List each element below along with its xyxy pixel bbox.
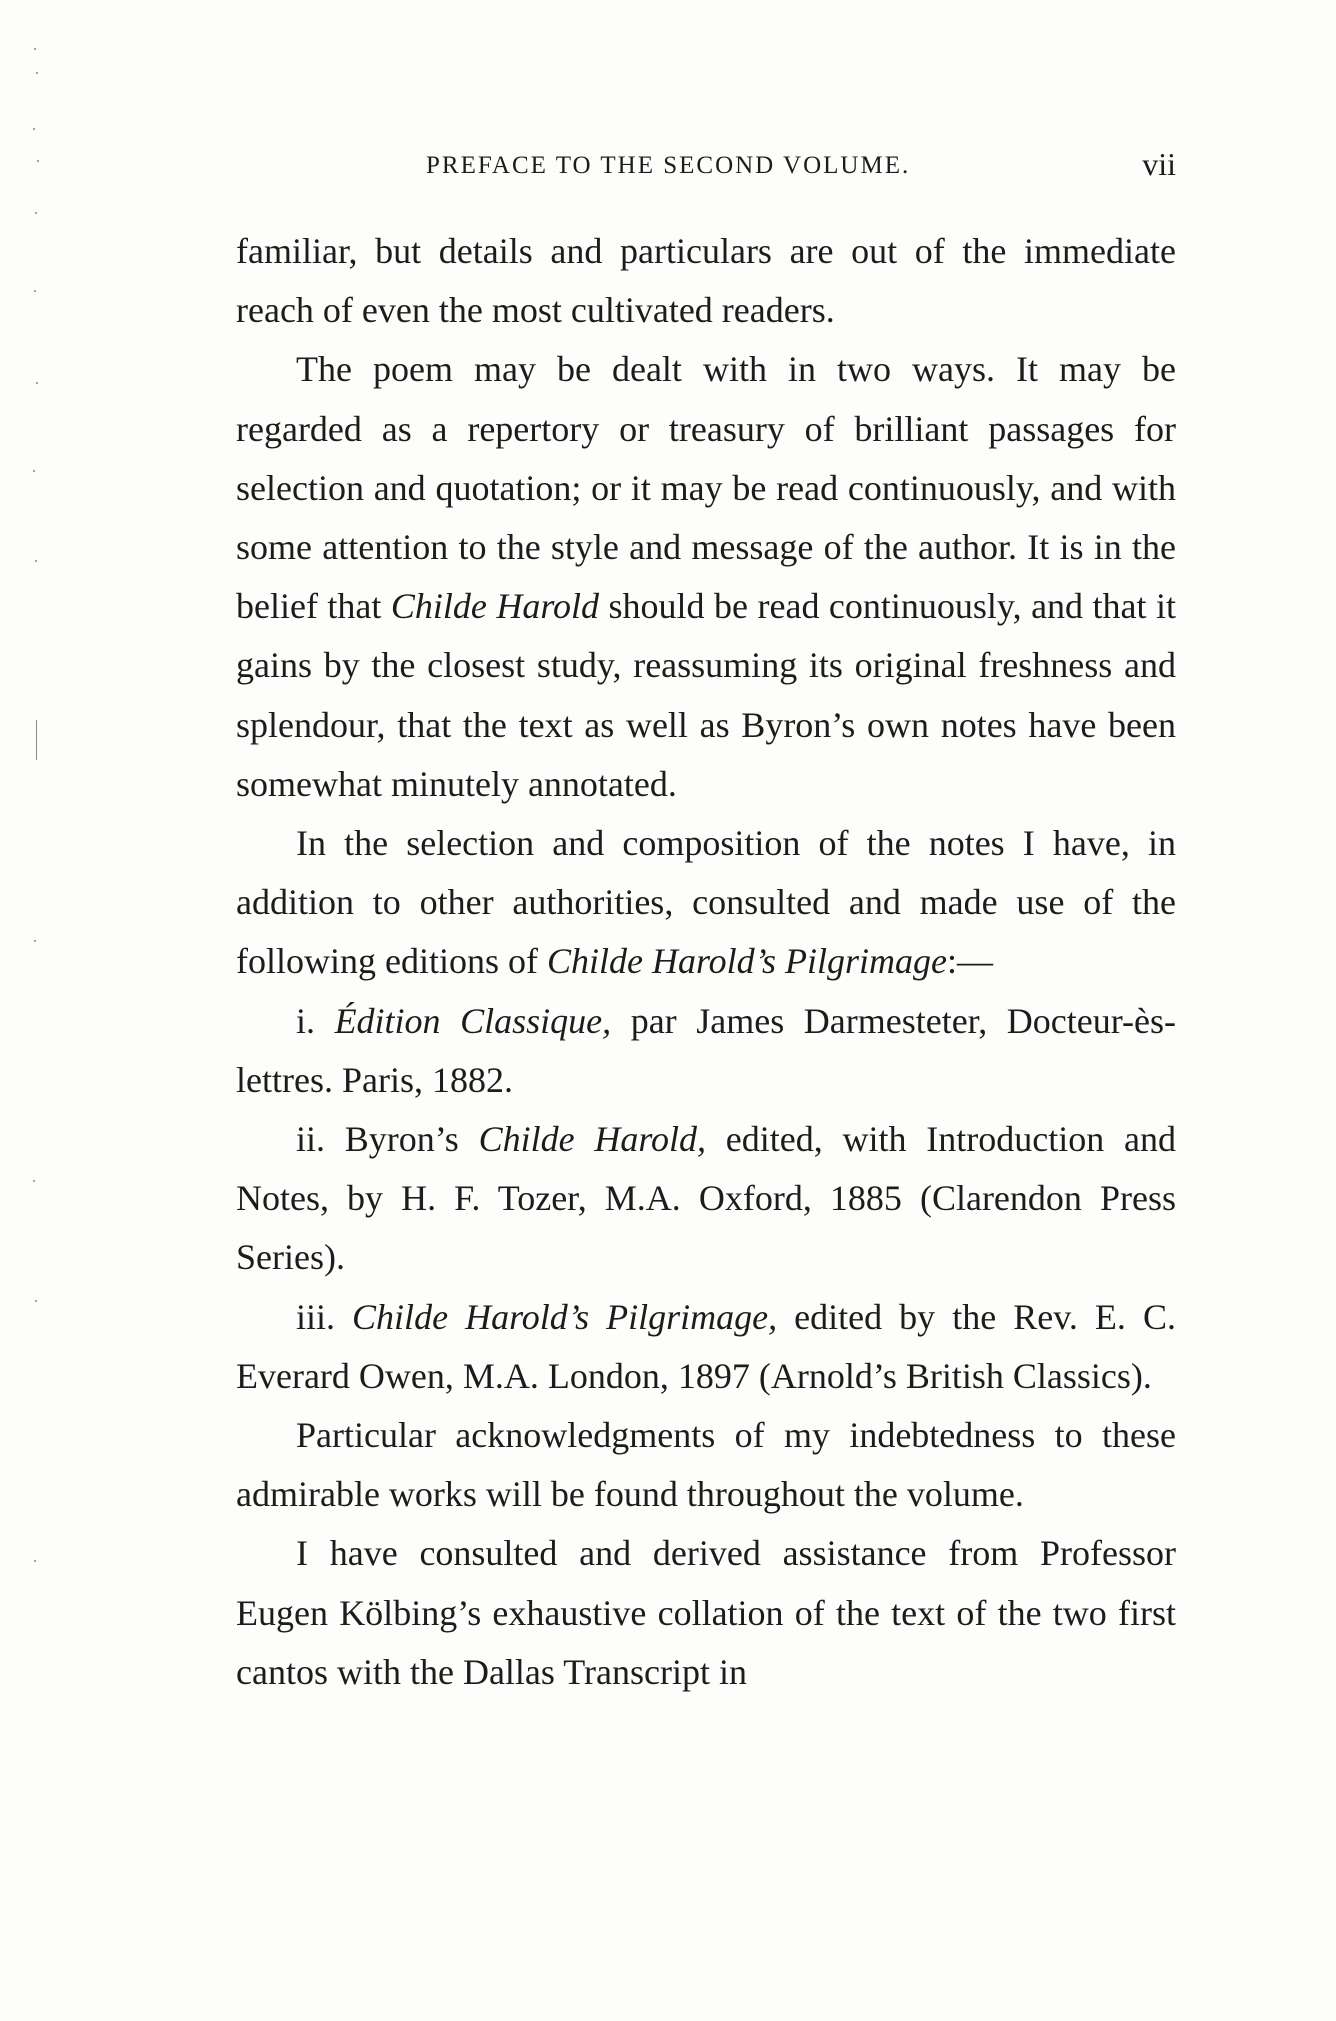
- list-item: [236, 1288, 1176, 1406]
- paragraph: [236, 340, 1176, 814]
- page-header: [236, 146, 1176, 192]
- list-marker: iii.: [296, 1296, 353, 1337]
- paragraph-text: edited, with Introduction and Notes, by H. F. Tozer, M.A. Oxford, 1885 (Clarendon Press Series).: [236, 1119, 1177, 1278]
- italic-title: Childe Harold,: [478, 1119, 707, 1160]
- italic-title: Childe Harold: [390, 586, 600, 627]
- list-marker: i.: [296, 1000, 335, 1041]
- paragraph-text: Particular acknowledgments of my indebtedness to these admirable works will be found throughout the volume.: [236, 1415, 1176, 1515]
- list-item: [236, 992, 1176, 1110]
- paragraph: [236, 814, 1176, 992]
- paragraph-text: familiar, but details and particulars are out of the immediate reach of even the most cultivated readers.: [236, 231, 1176, 331]
- paragraph-text: The poem may be dealt with in two ways. It may be regarded as a repertory or treasury of brilliant passages for selection and quotation; or it may be read continuously, and with some attention to the style and message of the author. It is in the belief that: [236, 349, 1176, 627]
- body-text: [236, 222, 1176, 1702]
- paragraph-text: :—: [947, 941, 994, 982]
- list-marker: ii. Byron’s: [296, 1119, 479, 1160]
- italic-title: Childe Harold’s Pilgrimage,: [352, 1296, 778, 1337]
- list-item: [236, 1110, 1176, 1288]
- italic-title: Childe Harold’s Pilgrimage: [546, 941, 947, 982]
- paragraph-text: par James Darmesteter, Docteur-ès-lettres. Paris, 1882.: [236, 1000, 1176, 1100]
- italic-title: Édition Classique,: [334, 1000, 612, 1041]
- page-number: vii: [1142, 146, 1176, 182]
- paragraph-text: edited by the Rev. E. C. Everard Owen, M.A. London, 1897 (Arnold’s British Classics).: [236, 1296, 1176, 1396]
- paragraph-text: In the selection and composition of the notes I have, in addition to other authorities, consulted and made use of the following editions of: [236, 823, 1176, 982]
- paragraph-continuation: [236, 222, 1176, 340]
- page-margin-specks: [0, 0, 80, 2021]
- paragraph-text: I have consulted and derived assistance from Professor Eugen Kölbing’s exhaustive collation of the text of the two first cantos with the Dallas Transcript in: [236, 1533, 1176, 1692]
- running-head: PREFACE TO THE SECOND VOLUME.: [426, 152, 911, 179]
- paragraph-text: should be read continuously, and that it gains by the closest study, reassuming its original freshness and splendour, that the text as well as Byron’s own notes have been somewhat minutely annotated.: [236, 586, 1176, 804]
- paragraph: [236, 1406, 1176, 1524]
- paragraph: [236, 1524, 1176, 1702]
